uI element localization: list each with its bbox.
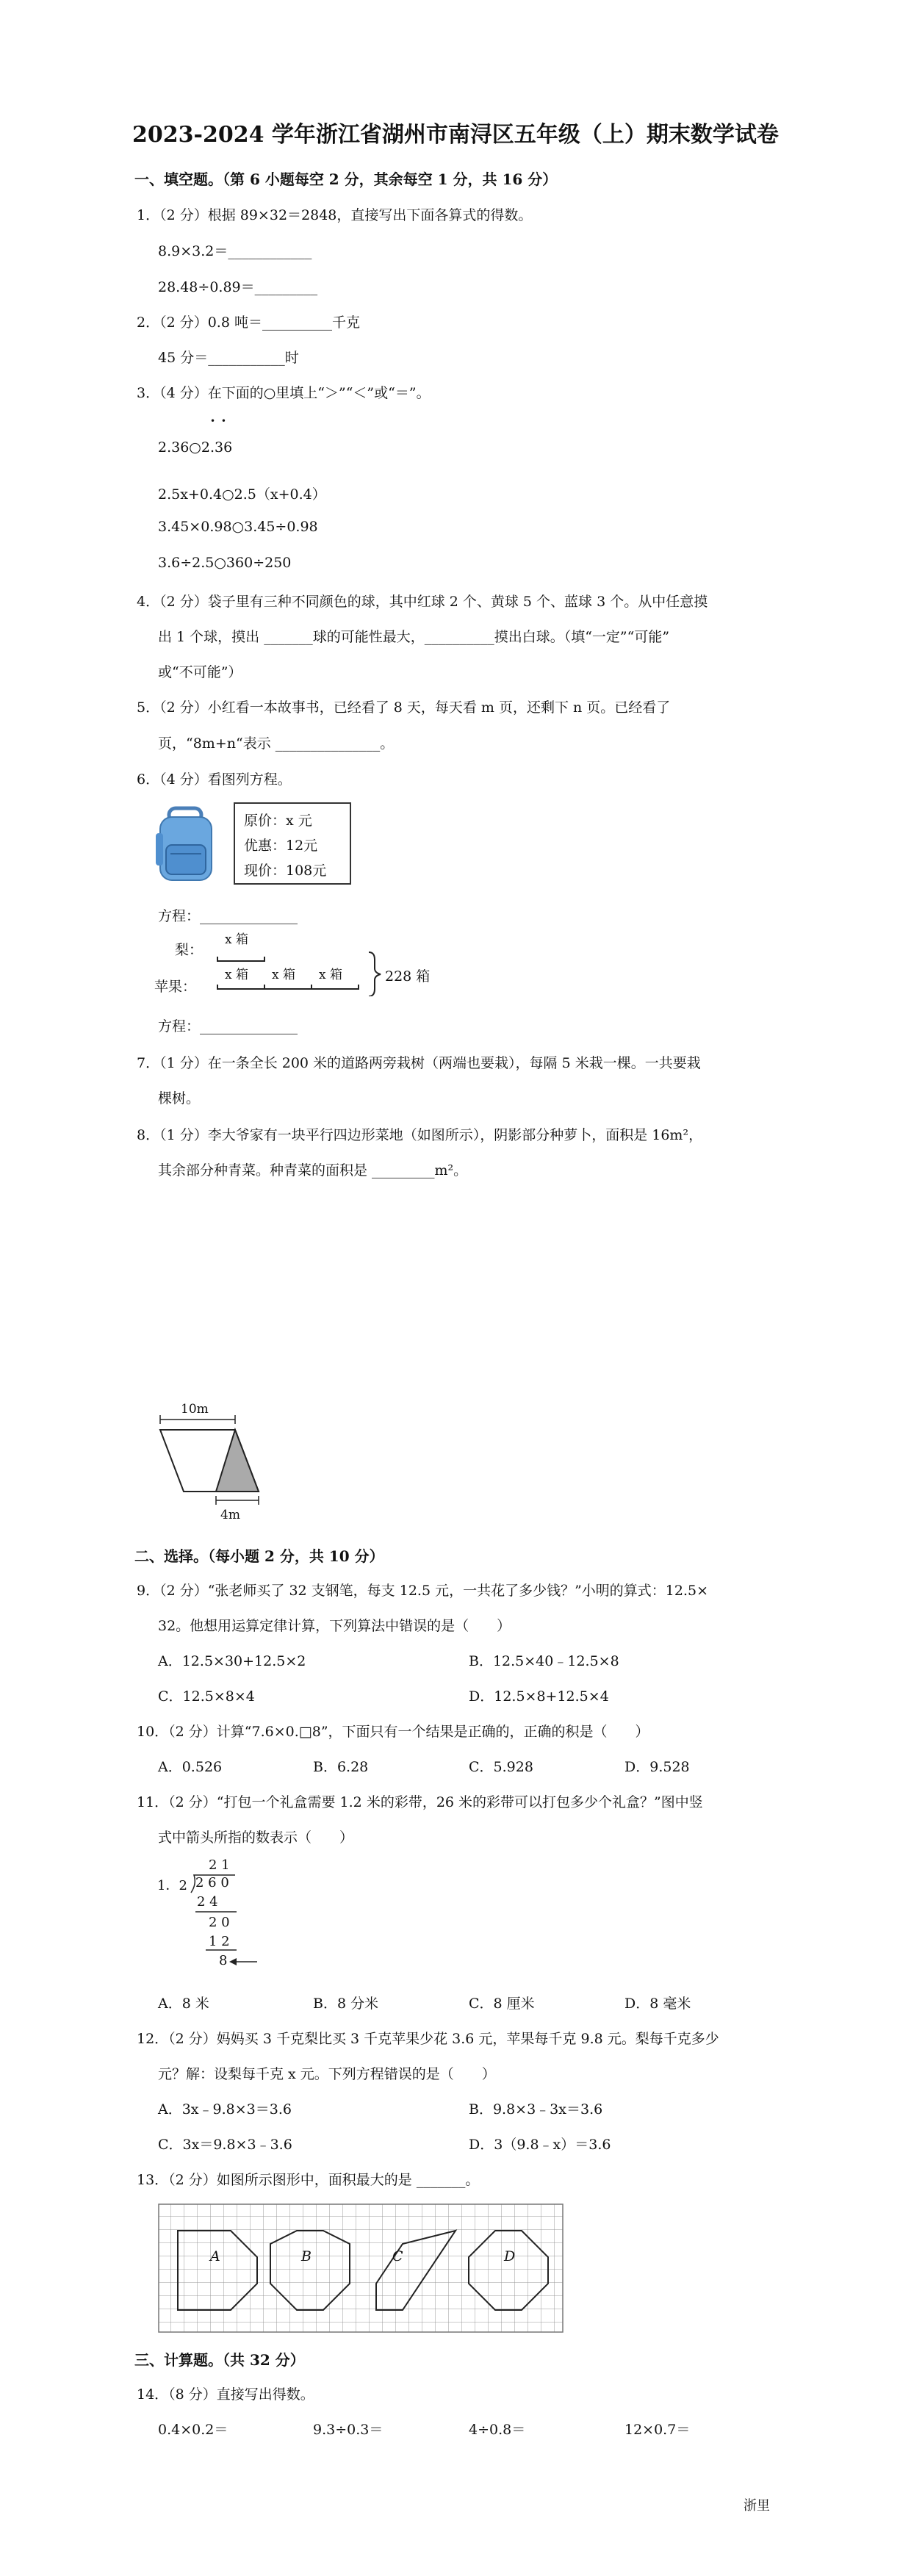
question-3-line-2: 2.5x+0.4○2.5（x+0.4） (158, 486, 326, 503)
division-remainder: 8 (219, 1953, 228, 1968)
option-12-a[interactable]: A．3x﹣9.8×3＝3.6 (158, 2101, 292, 2118)
option-10-b[interactable]: B．6.28 (313, 1759, 369, 1775)
option-9-d[interactable]: D．12.5×8+12.5×4 (469, 1688, 609, 1705)
calc-item-4: 12×0.7＝ (624, 2422, 691, 2438)
question-10-stem: 10．（2 分）计算“7.6×0.□8”，下面只有一个结果是正确的，正确的积是（ ） (137, 1724, 649, 1740)
question-4-line-1: 4．（2 分）袋子里有三种不同颜色的球，其中红球 2 个、黄球 5 个、蓝球 3 个。从中任意摸 (137, 594, 708, 610)
q3-line1-left: 2.36○2. (158, 439, 215, 456)
question-2-line-2: 45 分＝___________时 (158, 350, 299, 366)
arrow-left-icon (229, 1958, 237, 1965)
price-current: 现价：108元 (244, 863, 327, 879)
question-9-line-1: 9．（2 分）“张老师买了 32 支钢笔，每支 12.5 元，一共花了多少钱？”小明的算式：12.5× (137, 1583, 709, 1599)
apple-label: 苹果： (154, 979, 197, 995)
shape-d-label: D (504, 2248, 516, 2264)
parallelogram-bottom-label: 4m (220, 1508, 240, 1522)
option-12-c[interactable]: C．3x＝9.8×3﹣3.6 (158, 2137, 292, 2153)
apple-box-label-2: x 箱 (272, 968, 295, 982)
question-2-stem: 2．（2 分）0.8 吨＝__________千克 (137, 314, 360, 331)
question-11-line-2: 式中箭头所指的数表示（ ） (158, 1830, 354, 1846)
footer-mark: 浙里 (743, 2498, 770, 2514)
option-10-a[interactable]: A．0.526 (158, 1759, 223, 1775)
question-9-line-2: 32。他想用运算定律计算，下列算法中错误的是（ ） (158, 1618, 511, 1634)
question-3-line-3: 3.45×0.98○3.45÷0.98 (158, 519, 318, 535)
division-divisor: 1．2 (157, 1878, 187, 1893)
division-row-3: 1 2 (209, 1934, 230, 1949)
pear-label: 梨： (175, 942, 204, 958)
question-11-line-1: 11．（2 分）“打包一个礼盒需要 1.2 米的彩带，26 米的彩带可以打包多少个礼盒？”图中竖 (137, 1794, 703, 1810)
question-5-line-1: 5．（2 分）小红看一本故事书，已经看了 8 天，每天看 m 页，还剩下 n 页。已经看了 (137, 699, 671, 716)
question-3-line-1 (158, 416, 233, 456)
parallelogram-figure (156, 1409, 273, 1512)
question-13-stem: 13．（2 分）如图所示图形中，面积最大的是 _______。 (137, 2172, 480, 2188)
apple-box-label-3: x 箱 (319, 968, 342, 982)
question-1-line-1: 8.9×3.2＝____________ (158, 243, 312, 259)
section-heading-fill-blank: 一、填空题。（第 6 小题每空 2 分，其余每空 1 分，共 16 分） (134, 170, 558, 188)
line-segment-diagram (213, 943, 389, 996)
option-11-b[interactable]: B．8 分米 (313, 1996, 379, 2012)
option-11-a[interactable]: A．8 米 (158, 1996, 209, 2012)
question-12-line-2: 元？解：设梨每千克 x 元。下列方程错误的是（ ） (158, 2066, 496, 2082)
question-14-stem: 14．（8 分）直接写出得数。 (137, 2386, 314, 2403)
question-6-stem: 6．（4 分）看图列方程。 (137, 771, 292, 788)
option-11-c[interactable]: C．8 厘米 (469, 1996, 535, 2012)
section-heading-choice: 二、选择。（每小题 2 分，共 10 分） (134, 1547, 384, 1565)
section-heading-calculation: 三、计算题。（共 32 分） (134, 2351, 305, 2369)
price-original: 原价：x 元 (244, 813, 312, 829)
division-row-1: 2 4 (197, 1894, 218, 1910)
question-8-line-2: 其余部分种青菜。种青菜的面积是 _________m²。 (158, 1162, 468, 1179)
question-1-stem: 1．（2 分）根据 89×32＝2848，直接写出下面各算式的得数。 (137, 207, 533, 223)
equation-line-2: 方程：______________ (158, 1018, 298, 1035)
backpack-icon (156, 804, 222, 885)
calc-item-2: 9.3÷0.3＝ (313, 2422, 384, 2438)
option-9-b[interactable]: B．12.5×40﹣12.5×8 (469, 1653, 619, 1669)
calc-item-3: 4÷0.8＝ (469, 2422, 526, 2438)
option-12-d[interactable]: D．3（9.8﹣x）＝3.6 (469, 2137, 611, 2153)
shaded-triangle (216, 1430, 259, 1492)
page-title: 2023-2024 学年浙江省湖州市南浔区五年级（上）期末数学试卷 (132, 122, 779, 148)
question-7-line-1: 7．（1 分）在一条全长 200 米的道路两旁栽树（两端也要栽），每隔 5 米栽一棵。一共要栽 (137, 1055, 701, 1071)
division-dividend: 2 6 0 (195, 1875, 229, 1890)
option-11-d[interactable]: D．8 毫米 (624, 1996, 691, 2012)
division-row-2: 2 0 (209, 1915, 230, 1930)
division-bracket-lines (184, 1872, 272, 1975)
pear-box-label: x 箱 (225, 932, 248, 947)
option-10-d[interactable]: D．9.528 (624, 1759, 690, 1775)
apple-box-label-1: x 箱 (225, 968, 248, 982)
question-4-line-2: 出 1 个球，摸出 _______球的可能性最大，__________摸出白球。（填“一定”“可能” (158, 629, 670, 645)
parallelogram-top-label: 10m (181, 1402, 209, 1417)
total-boxes-label: 228 箱 (385, 968, 431, 985)
question-7-line-2: 棵树。 (158, 1090, 201, 1107)
question-8-line-1: 8．（1 分）李大爷家有一块平行四边形菜地（如图所示），阴影部分种萝卜，面积是 16m²， (137, 1127, 703, 1143)
question-3-line-4: 3.6÷2.5○360÷250 (158, 555, 292, 571)
option-10-c[interactable]: C．5.928 (469, 1759, 533, 1775)
price-discount: 优惠：12元 (244, 838, 318, 854)
shape-a-label: A (210, 2248, 220, 2264)
question-5-line-2: 页，“8m+n“表示 _______________。 (158, 735, 395, 752)
repeating-decimal-dots: • • (210, 416, 228, 426)
question-1-line-2: 28.48÷0.89＝_________ (158, 279, 318, 295)
option-9-c[interactable]: C．12.5×8×4 (158, 1688, 255, 1705)
division-quotient: 2 1 (209, 1857, 230, 1873)
equation-line-1: 方程：______________ (158, 908, 298, 924)
question-4-line-3: 或“不可能”） (158, 664, 242, 680)
calc-item-1: 0.4×0.2＝ (158, 2422, 228, 2438)
question-12-line-1: 12．（2 分）妈妈买 3 千克梨比买 3 千克苹果少花 3.6 元，苹果每千克 9.8 元。梨每千克多少 (137, 2031, 719, 2047)
repeating-decimal-digits: 36 (215, 439, 233, 456)
option-12-b[interactable]: B．9.8×3﹣3x＝3.6 (469, 2101, 603, 2118)
shape-b-label: B (301, 2248, 312, 2264)
question-3-stem: 3．（4 分）在下面的○里填上“＞”“＜”或“＝”。 (137, 385, 431, 401)
grid-shapes-figure (157, 2203, 564, 2335)
shape-c-label: C (392, 2248, 403, 2264)
option-9-a[interactable]: A．12.5×30+12.5×2 (158, 1653, 306, 1669)
